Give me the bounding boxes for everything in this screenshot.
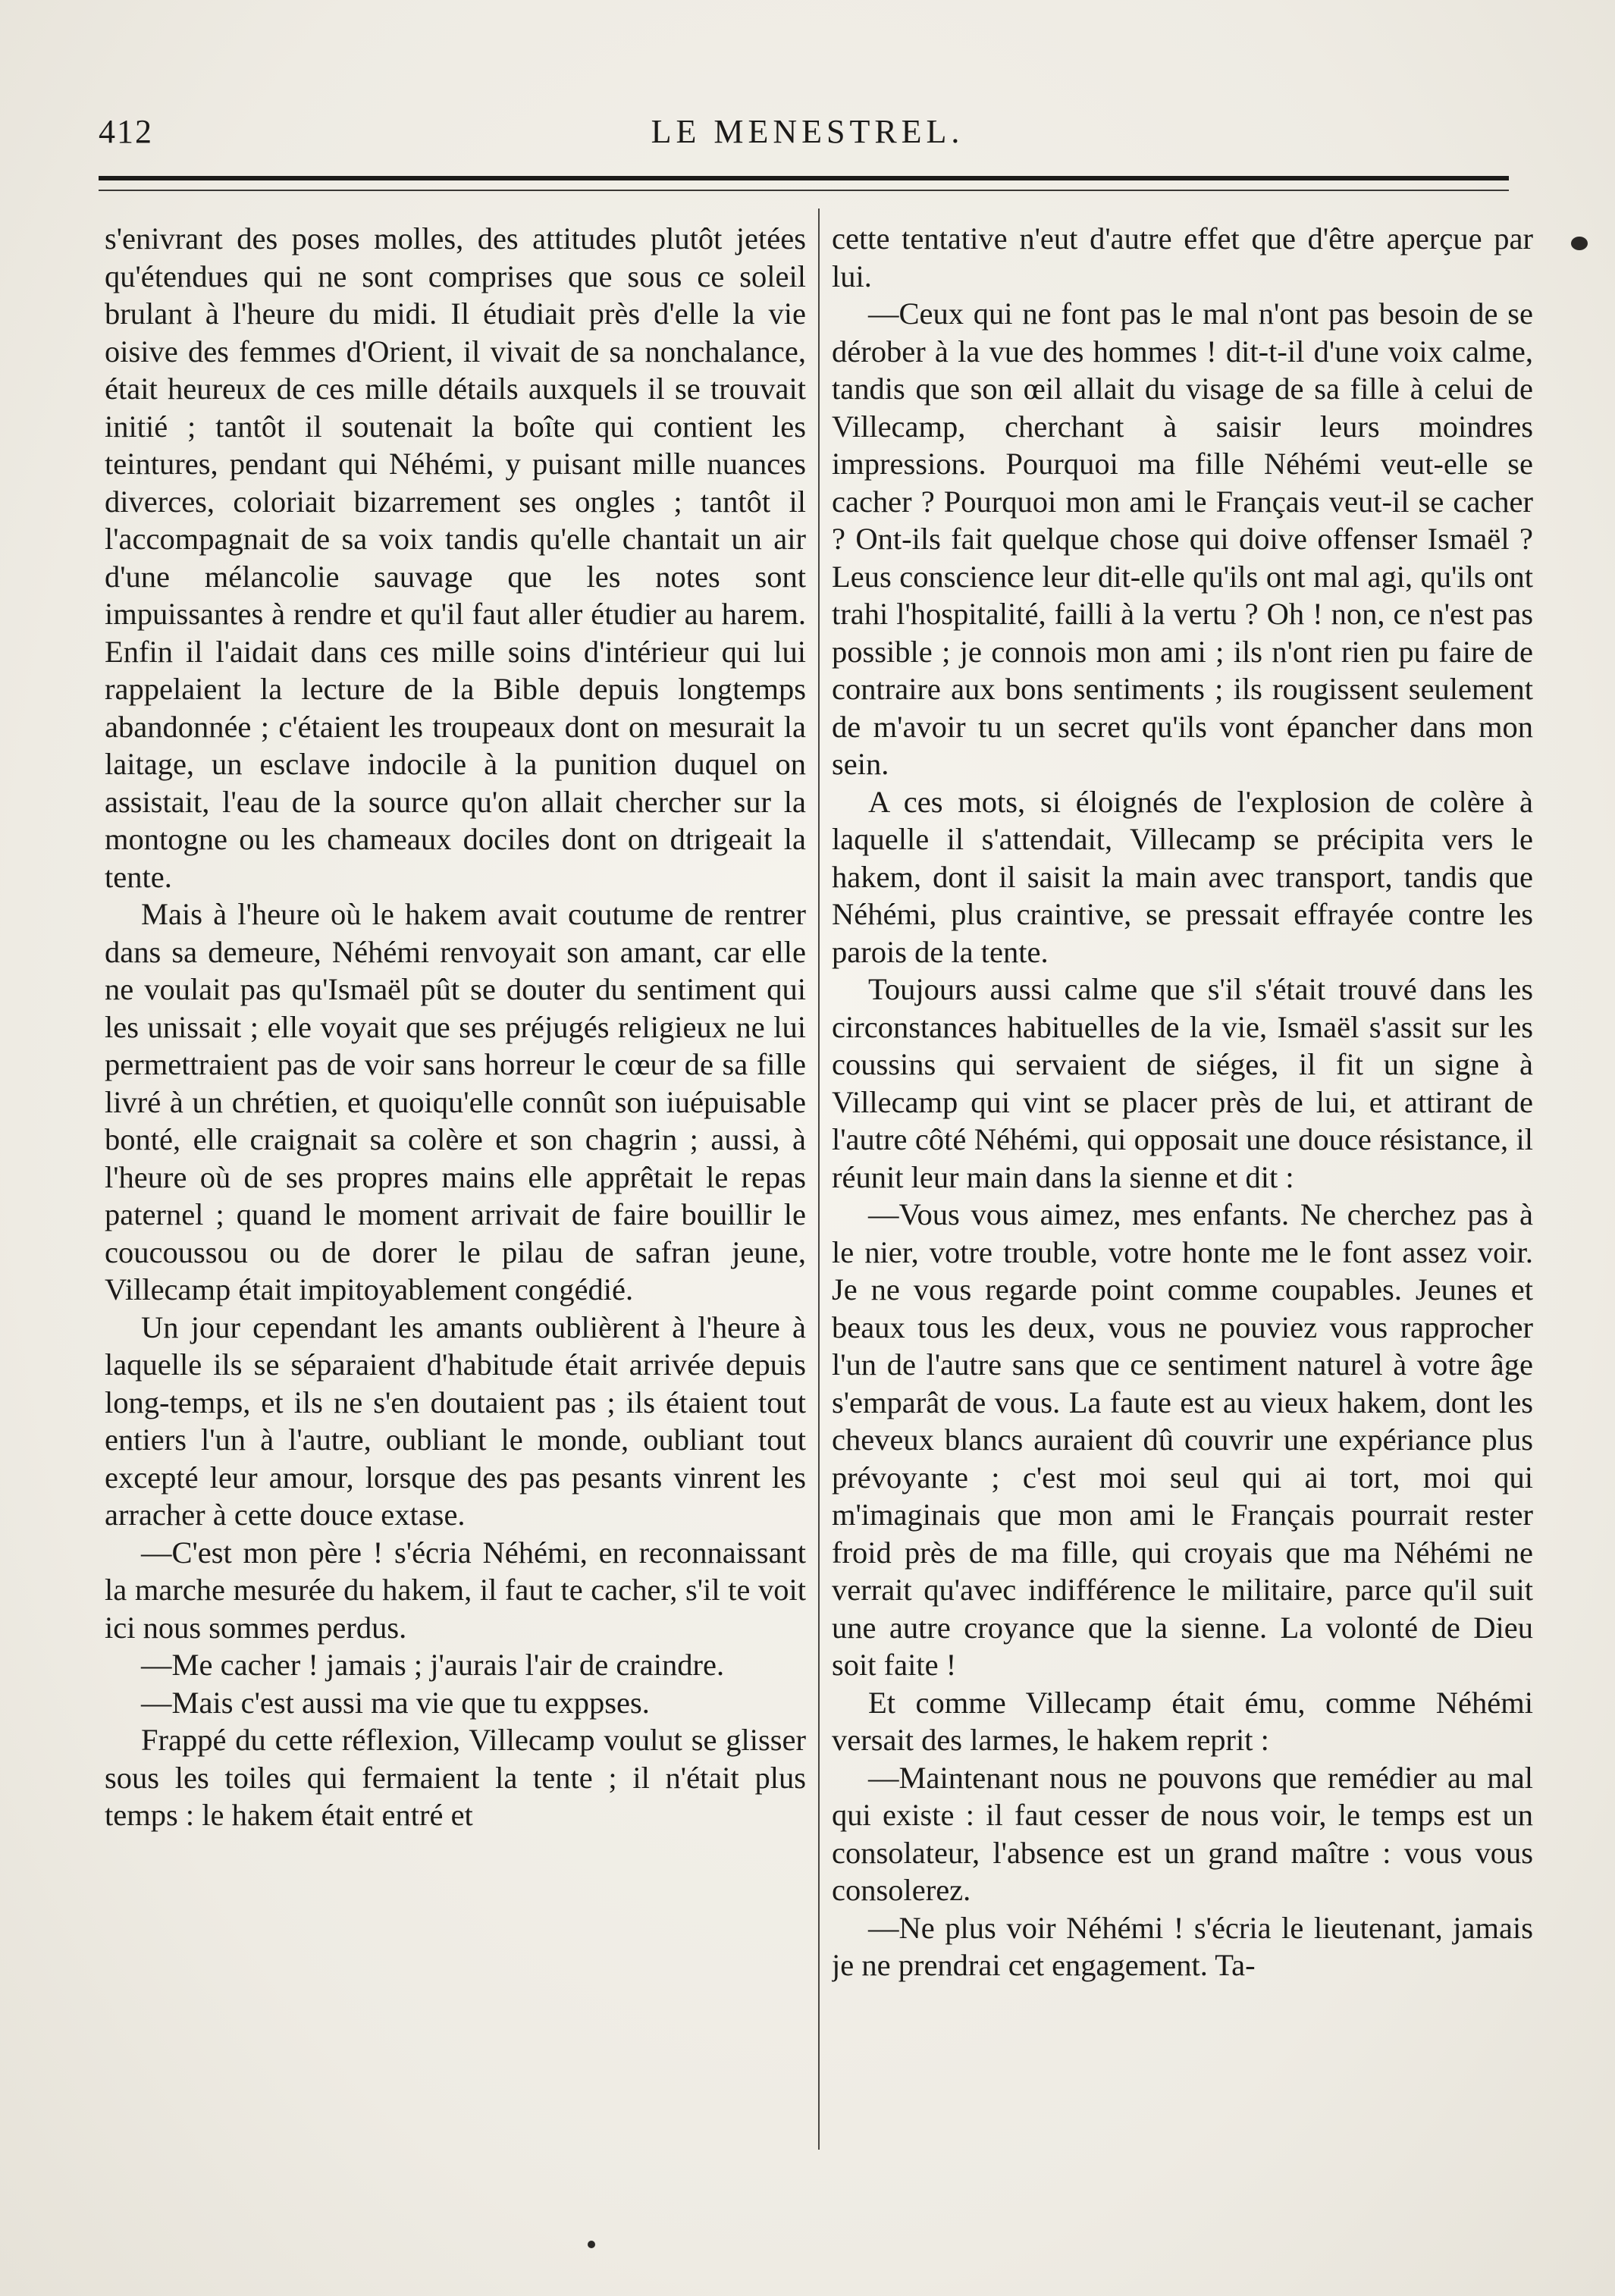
journal-title: LE MENESTREL. [651,113,964,150]
paragraph: Et comme Villecamp était ému, comme Néhémi versait des larmes, le hakem reprit : [832,1685,1533,1757]
left-column [105,220,806,2237]
paragraph: Mais à l'heure où le hakem avait coutume de rentrer dans sa demeure, Néhémi renvoyait son amant, car elle ne voulait pas qu'Ismaël pût se douter du sentiment qui les unissait ; elle voyait que ses préjugés religieux ne lui permettraient pas de voir sans horreur le cœur de sa fille livré à un chrétien, et quoiqu'elle connût son iuépuisable bonté, elle craignait sa colère et son chagrin ; aussi, à l'heure où de ses propres mains elle apprêtait le repas paternel ; quand le moment arrivait de faire bouillir le coucoussou ou de dorer le pilau de safran jeune, Villecamp était impitoyablement congédié. [105,897,806,1306]
paragraph: —Ne plus voir Néhémi ! s'écria le lieutenant, jamais je ne prendrai cet engagement. Ta- [832,1910,1533,1982]
paragraph: Un jour cependant les amants oublièrent à l'heure à laquelle ils se séparaient d'habitude était arrivée depuis long-temps, et ils ne s'en doutaient pas ; ils étaient tout entiers l'un à l'autre, oubliant le monde, oubliant tout excepté leur amour, lorsque des pas pesants vinrent les arracher à cette douce extase. [105,1310,806,1532]
column-divider [818,209,820,2150]
page-header [99,106,1516,159]
header-rule-thick [99,176,1509,180]
paragraph: A ces mots, si éloignés de l'explosion de colère à laquelle il s'attendait, Villecamp se précipita vers le hakem, dont il saisit la main avec transport, tandis que Néhémi, plus craintive, se pressait effrayée contre les parois de la tente. [832,784,1533,969]
paragraph: Toujours aussi calme que s'il s'était trouvé dans les circonstances habituelles de la vie, Ismaël s'assit sur les coussins qui servaient de siéges, il fit un signe à Villecamp qui vint se placer près de lui, et attirant de l'autre côté Néhémi, qui opposait une douce résistance, il réunit leur main dans la sienne et dit : [832,972,1533,1194]
paragraph: —Maintenant nous ne pouvons que remédier au mal qui existe : il faut cesser de nous voir, le temps est un consolateur, l'absence est un grand maître : vous vous consolerez. [832,1760,1533,1907]
paragraph: —Me cacher ! jamais ; j'aurais l'air de craindre. [141,1648,725,1682]
ink-speck [588,2241,595,2248]
paragraph: Frappé du cette réflexion, Villecamp voulut se glisser sous les toiles qui fermaient la tente ; il n'était plus temps : le hakem était entré et [105,1723,806,1832]
page-number: 412 [99,113,153,150]
paragraph: —Mais c'est aussi ma vie que tu exppses. [141,1685,650,1720]
paragraph: —Vous vous aimez, mes enfants. Ne cherchez pas à le nier, votre trouble, votre honte me le font assez voir. Je ne vous regarde point comme coupables. Jeunes et beaux tous les deux, vous ne pouviez vous rapprocher l'un de l'autre sans que ce sentiment naturel à votre âge s'emparât de vous. La faute est au vieux hakem, dont les cheveux blancs auraient dû couvrir une expériance plus prévoyante ; c'est moi seul qui ai tort, moi qui m'imaginais que mon ami le Français pourrait rester froid près de ma fille, qui croyais que ma Néhémi ne verrait qu'avec indifférence le militaire, parce qu'il suit une autre croyance que la sienne. La volonté de Dieu soit faite ! [832,1197,1533,1682]
header-rule-thin [99,190,1509,191]
paragraph: s'enivrant des poses molles, des attitudes plutôt jetées qu'étendues qui ne sont comprises que sous ce soleil brulant à l'heure du midi. Il étudiait près d'elle la vie oisive des femmes d'Orient, il vivait de sa nonchalance, était heureux de ces mille détails auxquels il se trouvait initié ; tantôt il soutenait la boîte qui contient les teintures, pendant qui Néhémi, y puisant mille nuances diverces, coloriait bizarrement ses ongles ; tantôt il l'accompagnait de sa voix tandis qu'elle chantait un air d'une mélancolie sauvage que les notes sont impuissantes à rendre et qu'il faut aller étudier au harem. Enfin il l'aidait dans ces mille soins d'intérieur qui lui rappelaient la lecture de la Bible depuis longtemps abandonnée ; c'étaient les troupeaux dont on mesurait la laitage, un esclave indocile à la punition duquel on assistait, l'eau de la source qu'on allait chercher sur la montogne ou les chameaux dociles dont on dtrigeait la tente. [105,221,806,894]
ink-speck [1571,237,1588,250]
paragraph: cette tentative n'eut d'autre effet que d'être aperçue par lui. [832,221,1533,293]
paragraph: —C'est mon père ! s'écria Néhémi, en reconnaissant la marche mesurée du hakem, il faut te cacher, s'il te voit ici nous sommes perdus. [105,1535,806,1645]
right-column [832,220,1533,2237]
paragraph: —Ceux qui ne font pas le mal n'ont pas besoin de se dérober à la vue des hommes ! dit-t-il d'une voix calme, tandis que son œil allait du visage de sa fille à celui de Villecamp, cherchant à saisir leurs moindres impressions. Pourquoi ma fille Néhémi veut-elle se cacher ? Pourquoi mon ami le Français veut-il se cacher ? Ont-ils fait quelque chose qui doive offenser Ismaël ? Leus conscience leur dit-elle qu'ils ont mal agi, qu'ils ont trahi l'hospitalité, failli à la vertu ? Oh ! non, ce n'est pas possible ; je connois mon ami ; ils n'ont rien pu faire de contraire aux bons sentiments ; ils rougissent seulement de m'avoir tu un secret qu'ils vont épancher dans mon sein. [832,296,1533,781]
